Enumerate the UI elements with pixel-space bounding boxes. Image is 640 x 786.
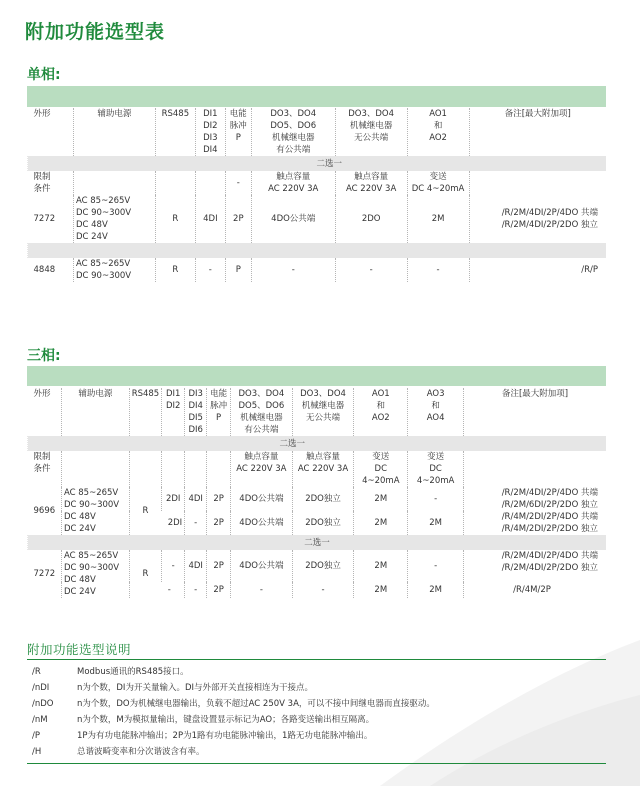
- cell: 4DO公共端: [251, 195, 335, 243]
- limit-cell: [195, 171, 225, 195]
- table-row: [28, 550, 607, 582]
- header-cell: 辅助电源: [61, 388, 129, 436]
- cell: -: [231, 582, 293, 598]
- explain-top-rule: [27, 659, 606, 660]
- explain-item: [27, 714, 606, 727]
- cell: 2DO: [335, 195, 407, 243]
- limit-cell: [469, 171, 606, 195]
- choose-one-label: 二选一: [304, 537, 330, 548]
- explain-item: [27, 666, 606, 679]
- explain-title: 附加功能选型说明: [27, 642, 132, 657]
- explain-value: 总谐波畸变率和分次谐波含有率。: [77, 747, 205, 757]
- cell: 2M: [408, 582, 464, 598]
- explain-value: n为个数，DI为开关量输入。DI与外部开关直接相连为干接点。: [77, 683, 313, 693]
- note-cell: /R/2M/4DI/2P/4DO 共端 /R/2M/6DI/2P/2DO 独立: [464, 487, 606, 511]
- table-row: [28, 195, 607, 243]
- header-cell: DO3、DO4 机械继电器 无公共端: [292, 388, 354, 436]
- header-cell: DI3 DI4 DI5 DI6: [185, 388, 207, 436]
- cell: -: [335, 258, 407, 282]
- cell: 2M: [354, 487, 408, 511]
- cell: R: [129, 487, 162, 535]
- explain-key: /nM: [32, 715, 48, 725]
- model-cell: 7272: [33, 214, 56, 224]
- cell: 4DO公共端: [231, 487, 293, 511]
- cell: 2DI: [162, 487, 185, 511]
- note-cell: /R/4M/2P: [464, 582, 606, 598]
- cell: 4DO公共端: [231, 511, 293, 535]
- cell: -: [167, 585, 171, 595]
- cell: 4DI: [195, 195, 225, 243]
- cell: R: [155, 258, 195, 282]
- power-cell: AC 85~265V DC 90~300V DC 48V DC 24V: [73, 195, 155, 243]
- cell: 2P: [225, 195, 251, 243]
- explain-value: n为个数，DO为机械继电器输出，负载不超过AC 250V 3A，可以不接中间继电器而直接驱动。: [77, 699, 435, 709]
- cell: 2M: [354, 582, 408, 598]
- explain-item: [27, 682, 606, 695]
- limit-row: [28, 171, 607, 195]
- limit-cell: 触点容量 AC 220V 3A: [251, 171, 335, 195]
- note-cell: /R/P: [469, 258, 606, 282]
- limit-cell: 触点容量 AC 220V 3A: [292, 451, 354, 487]
- header-cell: AO1 和 AO2: [354, 388, 408, 436]
- cell: -: [292, 582, 354, 598]
- cell: -: [408, 487, 464, 511]
- limit-cell: [129, 451, 162, 487]
- limit-cell: 触点容量 AC 220V 3A: [335, 171, 407, 195]
- limit-cell: [155, 171, 195, 195]
- limit-cell: [185, 451, 207, 487]
- choose-one-label: 二选一: [279, 438, 305, 449]
- three-phase-band: [27, 366, 606, 386]
- explain-value: Modbus通讯的RS485接口。: [77, 667, 189, 677]
- single-phase-heading: 单相:: [27, 67, 61, 83]
- limit-cell: [162, 451, 185, 487]
- limit-cell: 变送 DC 4~20mA: [407, 171, 469, 195]
- cell: R: [129, 550, 162, 598]
- cell: 2DO独立: [292, 550, 354, 582]
- limit-row: [28, 451, 607, 487]
- cell: 2M: [408, 511, 464, 535]
- explain-item: [27, 730, 606, 743]
- choose-one-row: [28, 156, 607, 171]
- model-cell: 7272: [33, 569, 56, 579]
- header-cell: 电能 脉冲 P: [207, 388, 231, 436]
- header-cell: DI1 DI2: [162, 388, 185, 436]
- limit-cell: 变送 DC 4~20mA: [408, 451, 464, 487]
- note-cell: /R/2M/4DI/2P/4DO 共端 /R/2M/4DI/2P/2DO 独立: [469, 195, 606, 243]
- model-cell: 9696: [33, 506, 56, 516]
- header-cell: AO1 和 AO2: [407, 108, 469, 156]
- cell: 2DO独立: [292, 511, 354, 535]
- cell: 2P: [207, 487, 231, 511]
- power-cell: AC 85~265V DC 90~300V DC 48V DC 24V: [61, 550, 129, 598]
- cell: 2M: [354, 550, 408, 582]
- cell: R: [155, 195, 195, 243]
- cell: 2M: [407, 195, 469, 243]
- power-cell: AC 85~265V DC 90~300V DC 48V DC 24V: [61, 487, 129, 535]
- header-cell: DI1 DI2 DI3 DI4: [195, 108, 225, 156]
- cell: -: [251, 258, 335, 282]
- cell: P: [225, 258, 251, 282]
- cell: 4DI: [185, 550, 207, 582]
- table-header-row: [28, 388, 607, 436]
- choose-one-row: [28, 436, 607, 451]
- single-phase-band: [27, 86, 606, 107]
- table-row: [28, 487, 607, 511]
- cell: -: [185, 511, 207, 535]
- header-cell: 外形: [33, 109, 51, 119]
- explain-item: [27, 698, 606, 711]
- limit-cell: 变送 DC 4~20mA: [354, 451, 408, 487]
- explain-key: /R: [32, 667, 41, 677]
- cell: -: [195, 258, 225, 282]
- table-row: [28, 258, 607, 282]
- header-cell: RS485: [155, 108, 195, 156]
- limit-cell: 限制 条件: [33, 452, 51, 474]
- limit-cell: 触点容量 AC 220V 3A: [231, 451, 293, 487]
- single-phase-table: [27, 108, 606, 282]
- explain-key: /H: [32, 747, 42, 757]
- cell: 4DO公共端: [231, 550, 293, 582]
- limit-cell: -: [225, 171, 251, 195]
- note-cell: /R/2M/4DI/2P/4DO 共端 /R/2M/4DI/2P/2DO 独立: [464, 550, 606, 582]
- limit-cell: [73, 171, 155, 195]
- note-cell: /R/4M/2DI/2P/4DO 共端 /R/4M/2DI/2P/2DO 独立: [464, 511, 606, 535]
- header-cell: 外形: [33, 389, 51, 399]
- header-cell: RS485: [129, 388, 162, 436]
- limit-cell: 限制 条件: [33, 172, 51, 194]
- power-cell: AC 85~265V DC 90~300V: [73, 258, 155, 282]
- header-cell: 备注[最大附加项]: [469, 108, 606, 156]
- explain-bottom-rule: [27, 763, 606, 764]
- choose-one-label: 二选一: [316, 158, 342, 169]
- explain-value: 1P为有功电能脉冲输出；2P为1路有功电能脉冲输出，1路无功电能脉冲输出。: [77, 731, 373, 741]
- limit-cell: [464, 451, 606, 487]
- header-cell: 电能 脉冲 P: [225, 108, 251, 156]
- three-phase-heading: 三相:: [27, 348, 61, 364]
- cell: 2M: [354, 511, 408, 535]
- cell: -: [408, 550, 464, 582]
- explain-key: /P: [32, 731, 40, 741]
- three-phase-table: [27, 388, 606, 598]
- header-cell: DO3、DO4 DO5、DO6 机械继电器 有公共端: [251, 108, 335, 156]
- explain-key: /nDI: [32, 683, 50, 693]
- explain-key: /nDO: [32, 699, 54, 709]
- choose-one-row: [28, 535, 607, 550]
- header-cell: AO3 和 AO4: [408, 388, 464, 436]
- explain-value: n为个数，M为模拟量输出，键盘设置显示标记为AO；各路变送输出相互隔离。: [77, 715, 375, 725]
- limit-cell: [61, 451, 129, 487]
- header-cell: DO3、DO4 DO5、DO6 机械继电器 有公共端: [231, 388, 293, 436]
- cell: 4DI: [185, 487, 207, 511]
- page-title: 附加功能选型表: [25, 21, 166, 43]
- cell: 2DO独立: [292, 487, 354, 511]
- header-cell: 备注[最大附加项]: [464, 388, 606, 436]
- cell: 2P: [207, 550, 231, 582]
- cell: 2P: [207, 511, 231, 535]
- divider-row: [28, 243, 607, 258]
- cell: -: [407, 258, 469, 282]
- header-cell: DO3、DO4 机械继电器 无公共端: [335, 108, 407, 156]
- cell: 2DI: [167, 518, 183, 528]
- cell: -: [185, 582, 207, 598]
- cell: 2P: [207, 582, 231, 598]
- model-cell: 4848: [33, 265, 56, 275]
- limit-cell: [207, 451, 231, 487]
- table-header-row: [28, 108, 607, 156]
- cell: -: [162, 550, 185, 582]
- header-cell: 辅助电源: [73, 108, 155, 156]
- explain-item: [27, 746, 606, 759]
